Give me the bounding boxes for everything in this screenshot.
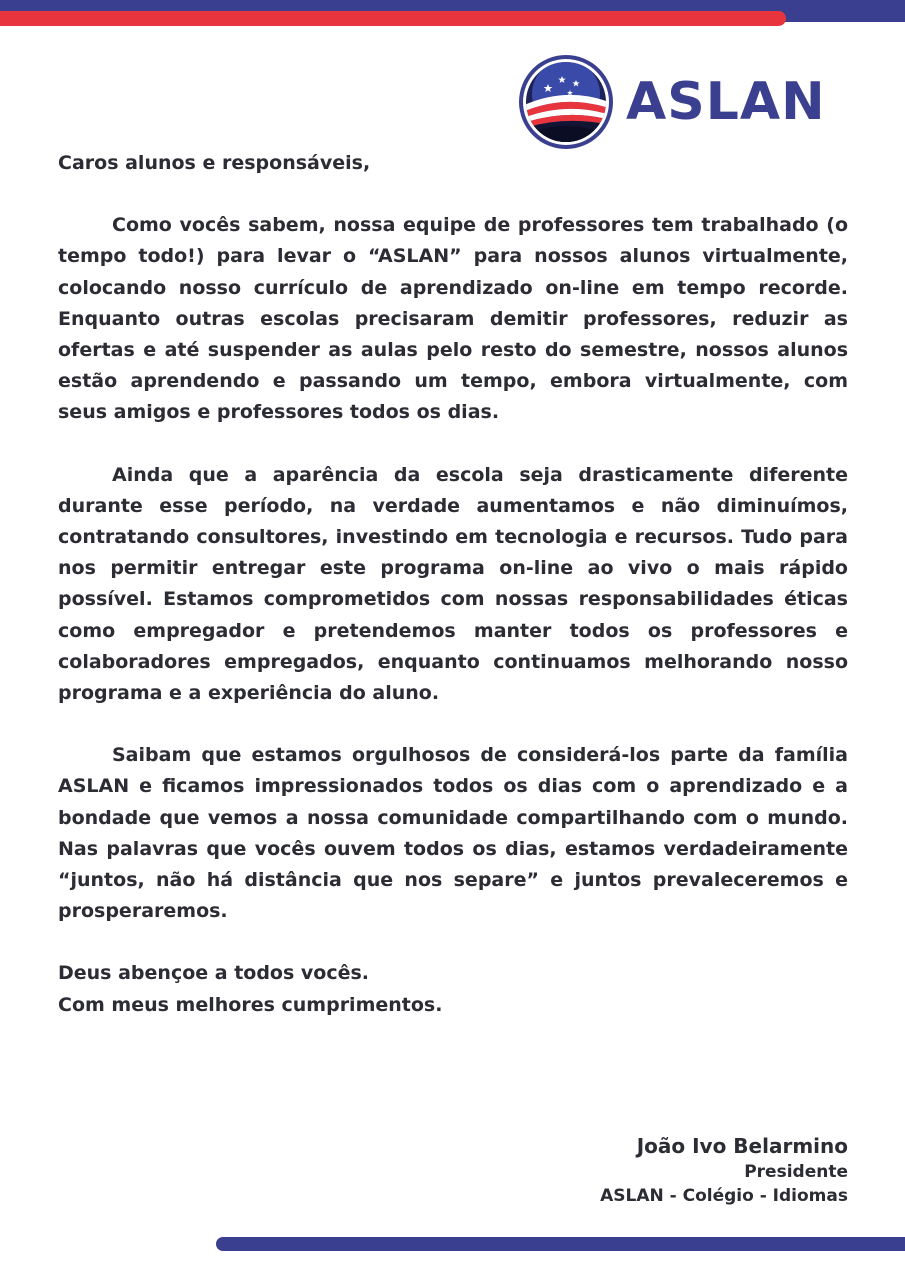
logo-wordmark: ASLAN (626, 72, 826, 132)
letter-body (58, 148, 848, 1021)
letter-paragraph-2: Ainda que a aparência da escola seja drasticamente diferente durante esse período, na verdade aumentamos e não diminuímos, contratando consultores, investindo em tecnologia e recursos. Tudo para nos permitir entregar este programa on-line ao vivo o mais rápido possível. Estamos comprometidos com nossas responsabilidades éticas como empregador e pretendemos manter todos os professores e colaboradores empregados, enquanto continuamos melhorando nosso programa e a experiência do aluno. (58, 463, 848, 705)
aslan-logo (518, 54, 850, 150)
signature-block (600, 1132, 848, 1208)
signer-name: João Ivo Belarmino (636, 1134, 848, 1158)
letter-greeting: Caros alunos e responsáveis, (58, 152, 371, 174)
letter-paragraph-1: Como vocês sabem, nossa equipe de professores tem trabalhado (o tempo todo!) para levar o “ASLAN” para nossos alunos virtualmente, colocando nosso currículo de aprendizado on-line em tempo recorde. Enquanto outras escolas precisaram demitir professores, reduzir as ofertas e até suspender as aulas pelo resto do semestre, nossos alunos estão aprendendo e passando um tempo, embora virtualmente, com seus amigos e professores todos os dias. (58, 214, 848, 424)
aslan-globe-flag-icon (518, 54, 614, 150)
letter-closing-regards: Com meus melhores cumprimentos. (58, 993, 443, 1016)
letter-paragraph-3: Saibam que estamos orgulhosos de considerá-los parte da família ASLAN e ficamos impressionados todos os dias com o aprendizado e a bondade que vemos a nossa comunidade compartilhando com o mundo. Nas palavras que vocês ouvem todos os dias, estamos verdadeiramente “juntos, não há distância que nos separe” e juntos prevaleceremos e prosperaremos. (58, 744, 848, 923)
letter-closing-blessing: Deus abençoe a todos vocês. (58, 962, 370, 985)
bottom-decorative-band (216, 1237, 905, 1251)
top-red-stripe (0, 11, 786, 26)
signer-role: Presidente (744, 1162, 848, 1182)
signer-organization: ASLAN - Colégio - Idiomas (600, 1186, 848, 1206)
